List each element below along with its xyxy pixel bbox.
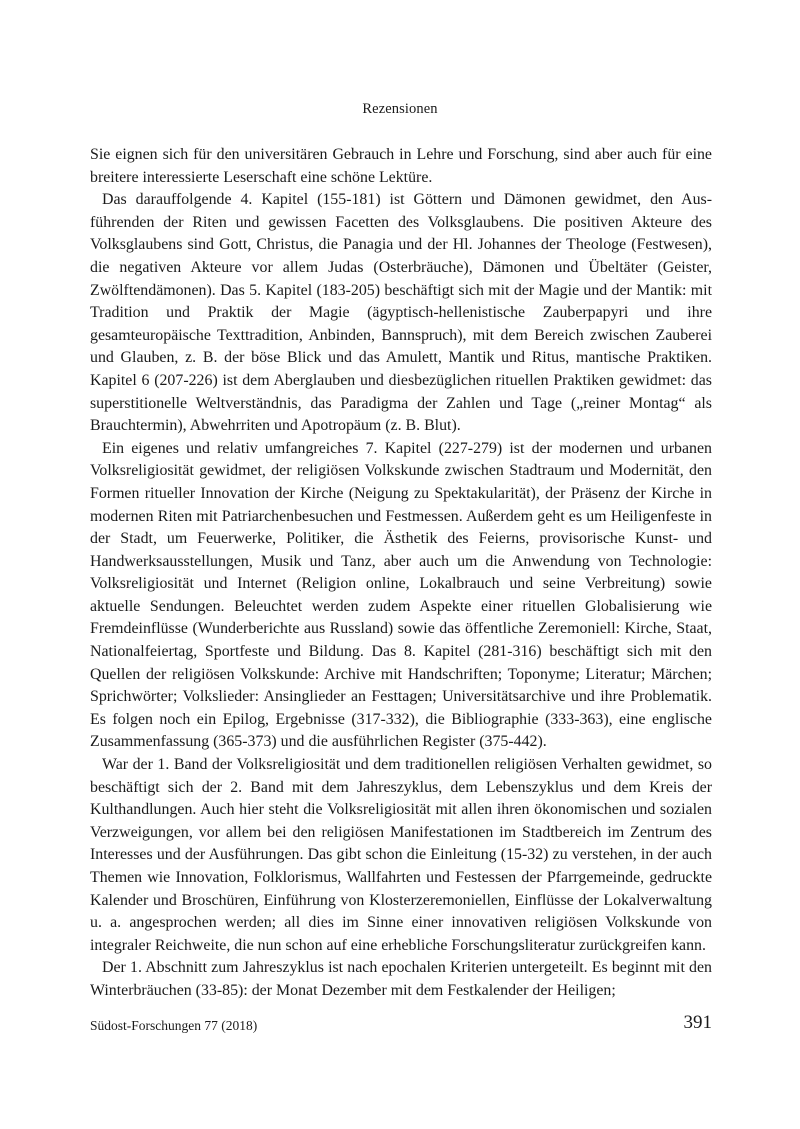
running-head: Rezensionen bbox=[362, 101, 438, 117]
paragraph: Der 1. Abschnitt zum Jahreszyklus ist nach epochalen Kriterien untergeteilt. Es beginnt mit den Winterbräuchen (33-85): der Monat Dezember mit dem Festkalender der Heiligen; bbox=[90, 959, 712, 999]
page-footer bbox=[90, 1012, 712, 1042]
paragraph: Ein eigenes und relativ umfangreiches 7. Kapitel (227-279) ist der modernen und urbanen Volksreligiosität gewidmet, der religiösen Volkskunde zwischen Stadtraum und Modernität, den Formen ritueller Innovation der Kirche (Neigung zu Spektakularität), der Präsenz der Kirche in modernen Riten mit Patriarchenbesuchen und Festmessen. Außerdem geht es um Heiligenfeste in der Stadt, um Feuerwerke, Politiker, die Ästhetik des Feierns, provisorische Kunst- und Handwerksausstellungen, Musik und Tanz, aber auch um die Anwendung von Technologie: Volksreligiosität und Internet (Religion online, Lokalbrauch und seine Verbreitung) sowie aktuelle Sendungen. Beleuchtet werden zudem Aspekte einer rituellen Globalisierung wie Fremdeinflüsse (Wunderberichte aus Russland) sowie das öffentliche Zeremoniell: Kirche, Staat, Nationalfeiertag, Sportfeste und Bildung. Das 8. Kapitel (281-316) beschäftigt sich mit den Quellen der religiösen Volkskunde: Archive mit Handschriften; Toponyme; Literatur; Märchen; Sprichwörter; Volkslieder: Ansinglieder an Festtagen; Universitätsarchive und ihre Problematik. Es folgen noch ein Epilog, Ergebnisse (317-332), die Bibliographie (333-363), eine englische Zusammenfassung (365-373) und die ausführlichen Register (375-442). bbox=[90, 439, 712, 751]
paragraph: War der 1. Band der Volksreligiosität und dem traditionellen religiösen Verhalten gewidmet, so beschäftigt sich der 2. Band mit dem Jahreszyklus, dem Lebenszyklus und dem Kreis der Kulthandlungen. Auch hier steht die Volksreligiosität mit allen ihren ökonomischen und sozialen Verzweigungen, vor allem bei den religiösen Manifestationen im Stadtbereich im Zentrum des Interesses und der Ausführungen. Das gibt schon die Einleitung (15-32) zu verstehen, in der auch Themen wie Innovation, Folklorismus, Wallfahrten und Festessen der Pfarrgemeinde, gedruckte Kalender und Broschüren, Einführung von Klosterzeremoniellen, Einflüsse der Lokalverwaltung u. a. angesprochen werden; all dies im Sinne einer innovativen religiösen Volkskunde von integraler Reichweite, die nun schon auf eine erhebliche Forschungsliteratur zurückgreifen kann. bbox=[90, 756, 712, 954]
journal-citation: Südost-Forschungen 77 (2018) bbox=[90, 1018, 258, 1033]
paragraph: Das darauffolgende 4. Kapitel (155-181) ist Göttern und Dämonen gewidmet, den Ausführenden der Riten und gewissen Facetten des Volksglaubens. Die positiven Akteure des Volksglaubens sind Gott, Christus, die Panagia und der Hl. Johannes der Theologe (Festwesen), die negativen Akteure vor allem Judas (Osterbräuche), Dämonen und Übeltäter (Geister, Zwölftendämonen). Das 5. Kapitel (183-205) beschäftigt sich mit der Magie und der Mantik: mit Tradition und Praktik der Magie (ägyptisch-hellenistische Zauberpapyri und ihre gesamteuropäische Texttradition, Anbinden, Bannspruch), mit dem Bereich zwischen Zauberei und Glauben, z. B. der böse Blick und das Amulett, Mantik und Ritus, mantische Praktiken. Kapitel 6 (207-226) ist dem Aberglauben und diesbezüglichen rituellen Praktiken gewidmet: das superstitionelle Weltverständnis, das Paradigma der Zahlen und Tage („reiner Montag“ als Brauchtermin), Abwehrriten und Apotropäum (z. B. Blut). bbox=[90, 191, 712, 435]
paragraph: Sie eignen sich für den universitären Gebrauch in Lehre und Forschung, sind aber auch für eine breitere interessierte Leserschaft eine schöne Lektüre. bbox=[90, 146, 712, 186]
article-body bbox=[90, 144, 712, 1003]
page-number: 391 bbox=[683, 1012, 712, 1033]
